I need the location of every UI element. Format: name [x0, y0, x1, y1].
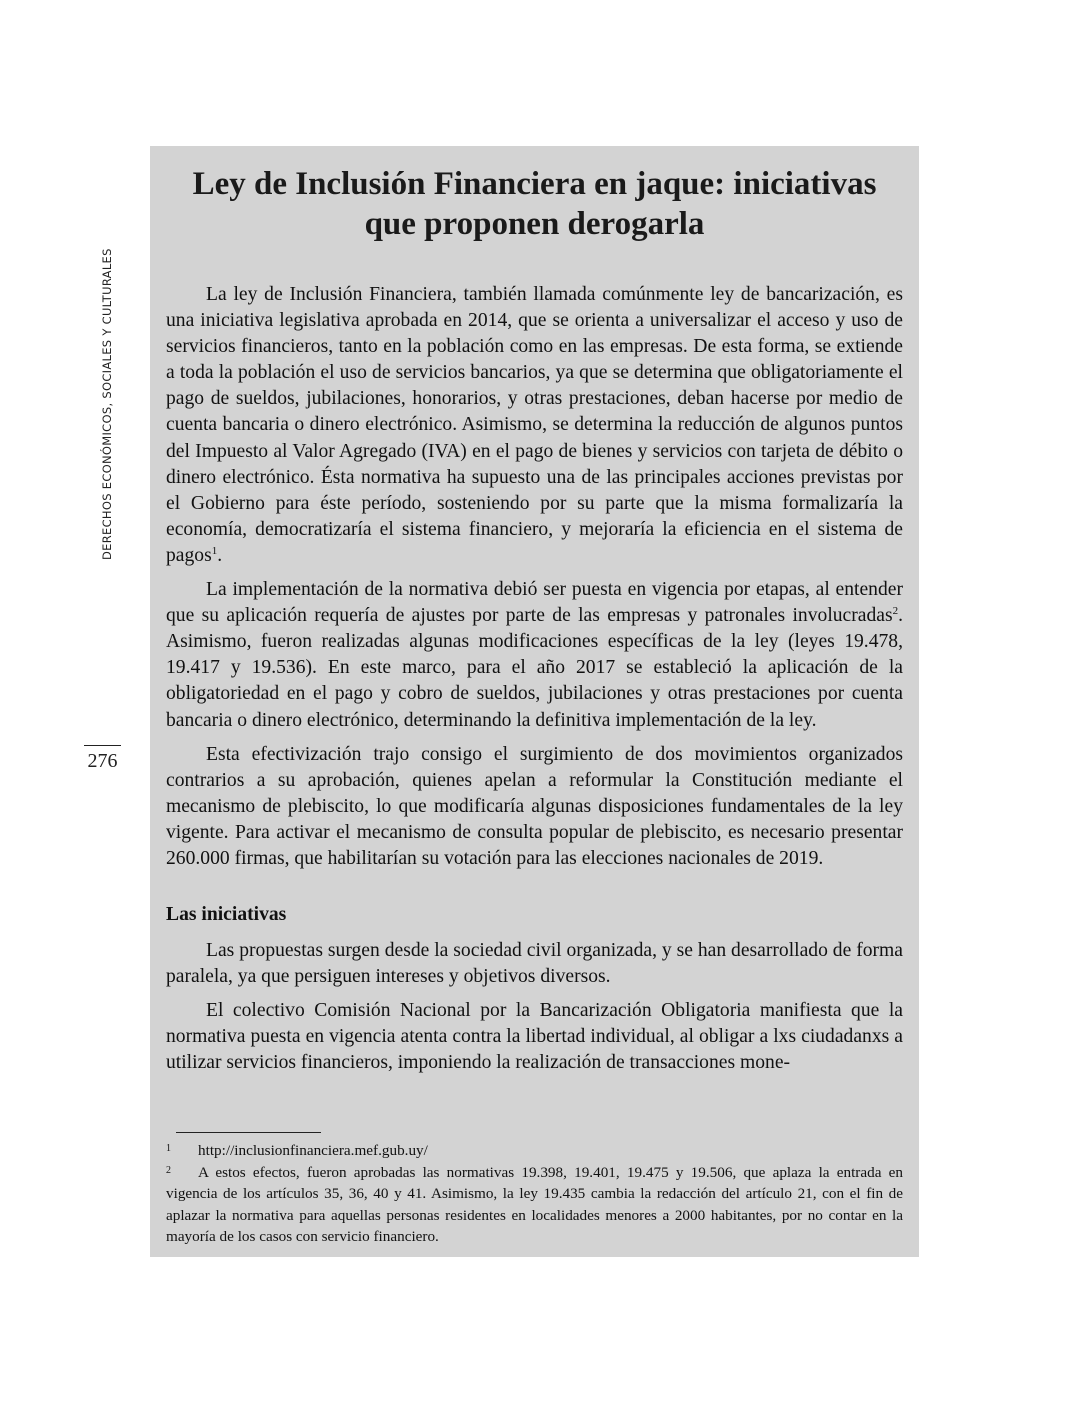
footnote-number: 2	[166, 1164, 171, 1176]
running-section-label: DERECHOS ECONÓMICOS, SOCIALES Y CULTURALES	[100, 248, 114, 560]
paragraph-4: Las propuestas surgen desde la sociedad civil organizada, y se han desarrollado de forma paralela, ya que persiguen intereses y objetivos diversos.	[166, 940, 903, 988]
paragraph-5: El colectivo Comisión Nacional por la Bancarización Obligatoria manifiesta que la normativa puesta en vigencia atenta contra la libertad individual, al obligar a lxs ciudadanxs a utilizar servicios financieros, imponiendo la realización de transacciones mone-	[166, 1000, 903, 1074]
article-box	[150, 146, 919, 1257]
paragraph-3: Esta efectivización trajo consigo el surgimiento de dos movimientos organizados contrarios a su aprobación, quienes apelan a reformular la Constitución mediante el mecanismo de plebiscito, lo que modificaría algunas disposiciones fundamentales de la ley vigente. Para activar el mecanismo de consulta popular de plebiscito, es necesario presentar 260.000 firmas, que habilitarían su votación para las elecciones nacionales de 2019.	[166, 743, 903, 869]
footnote-1	[166, 1140, 903, 1162]
footnote-ref-1: 1	[211, 544, 218, 557]
section-heading: Las iniciativas	[166, 904, 287, 926]
article-body	[166, 282, 903, 1077]
footnote-2: 2 A estos efectos, fueron aprobadas las normativas 19.398, 19.401, 19.475 y 19.506, que aplaza la entrada en vigencia de los artículos 35, 36, 40 y 41. Asimismo, la ley 19.435 cambia la redacción del artículo 21, con el fin de aplazar la normativa para aquellas personas residentes en localidades menores a 2000 habitantes, por no contar en la mayoría de los casos con servicio financiero.	[166, 1162, 903, 1248]
footnotes	[166, 1140, 903, 1248]
footnote-separator	[176, 1132, 321, 1133]
article-title: Ley de Inclusión Financiera en jaque: iniciativas que proponen derogarla	[192, 166, 877, 242]
page-number-rule	[84, 745, 121, 746]
footnote-ref-2: 2	[892, 605, 899, 618]
footnote-number: 1	[166, 1143, 171, 1154]
page-number: 276	[87, 750, 118, 772]
paragraph-2: La implementación de la normativa debió ser puesta en vigencia por etapas, al entender que su aplicación requería de ajustes por parte de las empresas y patronales involucradas$^2$. Asimismo, fueron realizadas algunas modificaciones específicas de la ley (leyes 19.478, 19.417 y 19.536). En este marco, para el año 2017 se estableció la aplicación de la obligatoriedad en el pago y cobro de sueldos, jubilaciones y otras prestaciones por cuenta bancaria o dinero electrónico, determinando la definitiva implementación de la ley.	[166, 579, 903, 731]
footnote-link[interactable]: http://inclusionfinanciera.mef.gub.uy/	[198, 1142, 428, 1159]
paragraph-1: La ley de Inclusión Financiera, también llamada comúnmente ley de bancarización, es una iniciativa legislativa aprobada en 2014, que se orienta a universalizar el acceso y uso de servicios financieros, tanto en la población como en las empresas. De esta forma, se extiende a toda la población el uso de servicios bancarios, ya que se determina que obligatoriamente el pago de sueldos, jubilaciones, honorarios, y otras prestaciones, deban hacerse por medio de cuenta bancaria o dinero electrónico. Asimismo, se determina la reducción de algunos puntos del Impuesto al Valor Agregado (IVA) en el pago de bienes y servicios con tarjeta de débito o dinero electrónico. Ésta normativa ha supuesto una de las principales acciones previstas por el Gobierno para éste período, sosteniendo por su parte que la misma formalizaría la economía, democratizaría el sistema financiero, y mejoraría la eficiencia en el sistema de pagos$^1$.	[166, 284, 903, 566]
